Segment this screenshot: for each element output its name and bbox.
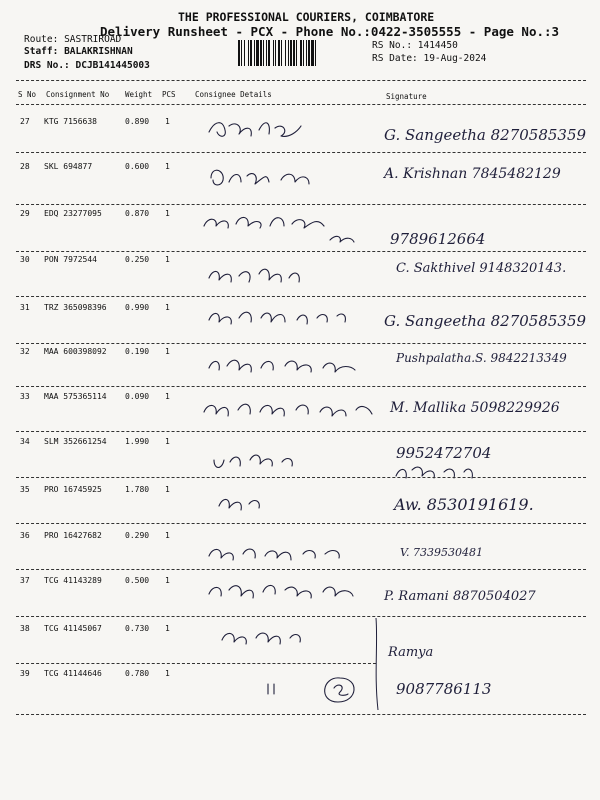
signature-handwriting <box>388 396 598 440</box>
signature-handwriting <box>386 640 496 666</box>
row-consignment: SLM 352661254 <box>44 437 107 446</box>
row-divider <box>16 663 376 664</box>
signature-text: Ramya <box>388 645 434 660</box>
row-weight: 0.890 <box>125 117 150 126</box>
signature-handwriting <box>394 256 594 296</box>
signature-text: P. Ramani 8870504027 <box>384 589 536 604</box>
route-line <box>24 34 121 45</box>
row-consignment: TRZ 365098396 <box>44 303 107 312</box>
consignee-handwriting <box>205 114 315 144</box>
signature-text: V. 7339530481 <box>400 546 483 559</box>
signature-text: Pushpalatha.S. 9842213349 <box>396 351 567 365</box>
rs-number: RS No.: 1414450 <box>372 40 458 51</box>
drs-label: DRS No.: <box>24 60 70 71</box>
row-weight: 1.780 <box>125 485 150 494</box>
row-consignment: KTG 7156638 <box>44 117 97 126</box>
signature-handwriting <box>382 306 592 334</box>
header-divider-bottom <box>16 104 586 105</box>
row-pcs: 1 <box>165 669 170 678</box>
consignee-handwriting <box>205 304 365 334</box>
consignee-handwriting <box>205 578 375 608</box>
consignee-handwriting <box>210 448 320 478</box>
col-consignment: Consignment No <box>46 90 110 99</box>
row-pcs: 1 <box>165 303 170 312</box>
signature-text: 9952472704 <box>396 444 492 462</box>
row-divider <box>16 477 586 478</box>
consignee-handwriting <box>205 164 335 194</box>
route-value: SASTRIROAD <box>64 34 122 45</box>
signature-text: G. Sangeetha 8270585359 <box>384 312 587 330</box>
row-weight: 0.990 <box>125 303 150 312</box>
signature-handwriting <box>382 580 592 612</box>
signature-separator <box>370 614 390 714</box>
col-signature: Signature <box>386 92 427 101</box>
signature-handwriting <box>392 488 592 520</box>
row-weight: 0.600 <box>125 162 150 171</box>
row-sno: 36 <box>20 531 30 540</box>
row-divider <box>16 431 586 432</box>
signature-text: M. Mallika 5098229926 <box>390 400 560 416</box>
row-weight: 0.780 <box>125 669 150 678</box>
row-pcs: 1 <box>165 485 170 494</box>
consignee-handwriting <box>205 542 365 566</box>
row-divider <box>16 204 586 205</box>
row-pcs: 1 <box>165 531 170 540</box>
row-sno: 29 <box>20 209 30 218</box>
row-divider <box>16 569 586 570</box>
signature-handwriting <box>382 120 592 148</box>
col-weight: Weight <box>125 90 153 99</box>
consignee-handwriting <box>218 626 328 650</box>
row-consignment: TCG 41144646 <box>44 669 102 678</box>
consignee-handwriting <box>205 262 315 292</box>
row-divider <box>16 523 586 524</box>
row-consignment: EDQ 23277095 <box>44 209 102 218</box>
signature-handwriting <box>382 162 592 204</box>
row-consignment: TCG 41145067 <box>44 624 102 633</box>
row-sno: 31 <box>20 303 30 312</box>
signature-text: Aw. 8530191619. <box>394 495 534 514</box>
row-weight: 0.290 <box>125 531 150 540</box>
drs-value: DCJB141445003 <box>75 60 150 71</box>
row-pcs: 1 <box>165 624 170 633</box>
company-title: THE PROFESSIONAL COURIERS, COIMBATORE <box>178 10 435 24</box>
row-weight: 0.500 <box>125 576 150 585</box>
row-pcs: 1 <box>165 347 170 356</box>
row-sno: 39 <box>20 669 30 678</box>
row-consignment: TCG 41143289 <box>44 576 102 585</box>
row-pcs: 1 <box>165 576 170 585</box>
row-weight: 0.870 <box>125 209 150 218</box>
row-sno: 35 <box>20 485 30 494</box>
runsheet-subtitle: Delivery Runsheet - PCX - Phone No.:0422-3505555 - Page No.:3 <box>100 24 560 39</box>
rs-date: RS Date: 19-Aug-2024 <box>372 53 487 64</box>
row-pcs: 1 <box>165 255 170 264</box>
row-weight: 0.090 <box>125 392 150 401</box>
consignee-handwriting <box>205 352 385 382</box>
row-divider <box>16 386 586 387</box>
staff-label: Staff: <box>24 46 59 57</box>
staff-value: BALAKRISHNAN <box>64 46 133 57</box>
signature-text: G. Sangeetha 8270585359 <box>384 126 587 144</box>
signature-handwriting <box>394 674 594 704</box>
row-sno: 32 <box>20 347 30 356</box>
signature-handwriting <box>398 538 588 566</box>
row-weight: 0.190 <box>125 347 150 356</box>
row-weight: 0.730 <box>125 624 150 633</box>
row-consignment: MAA 575365114 <box>44 392 107 401</box>
staff-line <box>24 46 133 57</box>
row-pcs: 1 <box>165 162 170 171</box>
signature-text: A. Krishnan 7845482129 <box>384 166 561 182</box>
row-weight: 0.250 <box>125 255 150 264</box>
row-divider <box>16 152 586 153</box>
row-consignment: PRO 16745925 <box>44 485 102 494</box>
row-sno: 30 <box>20 255 30 264</box>
header-divider-top <box>16 80 586 81</box>
row-consignment: MAA 600398092 <box>44 347 107 356</box>
route-label: Route: <box>24 34 59 45</box>
row-divider <box>16 343 586 344</box>
row-consignment: SKL 694877 <box>44 162 93 171</box>
row-divider <box>16 251 586 252</box>
row-sno: 27 <box>20 117 30 126</box>
consignee-handwriting <box>215 492 275 516</box>
barcode <box>237 40 367 66</box>
signature-handwriting <box>394 440 594 486</box>
row-divider <box>16 296 586 297</box>
row-sno: 33 <box>20 392 30 401</box>
row-pcs: 1 <box>165 392 170 401</box>
row-pcs: 1 <box>165 209 170 218</box>
row-divider <box>16 616 586 617</box>
row-sno: 34 <box>20 437 30 446</box>
row-consignment: PON 7972544 <box>44 255 97 264</box>
row-divider <box>16 714 586 715</box>
row-weight: 1.990 <box>125 437 150 446</box>
row-pcs: 1 <box>165 117 170 126</box>
consignee-handwriting <box>262 670 372 710</box>
col-sno: S No <box>18 90 37 99</box>
col-consignee: Consignee Details <box>195 90 272 99</box>
signature-text: C. Sakthivel 9148320143. <box>396 261 567 276</box>
drs-line <box>24 60 150 71</box>
consignee-handwriting <box>200 396 390 426</box>
signature-text: 9789612664 <box>390 230 486 248</box>
signature-handwriting <box>394 346 594 388</box>
row-consignment: PRO 16427682 <box>44 531 102 540</box>
row-sno: 28 <box>20 162 30 171</box>
consignee-handwriting <box>200 210 380 250</box>
row-sno: 38 <box>20 624 30 633</box>
row-pcs: 1 <box>165 437 170 446</box>
signature-text: 9087786113 <box>396 680 492 698</box>
row-sno: 37 <box>20 576 30 585</box>
col-pcs: PCS <box>162 90 176 99</box>
